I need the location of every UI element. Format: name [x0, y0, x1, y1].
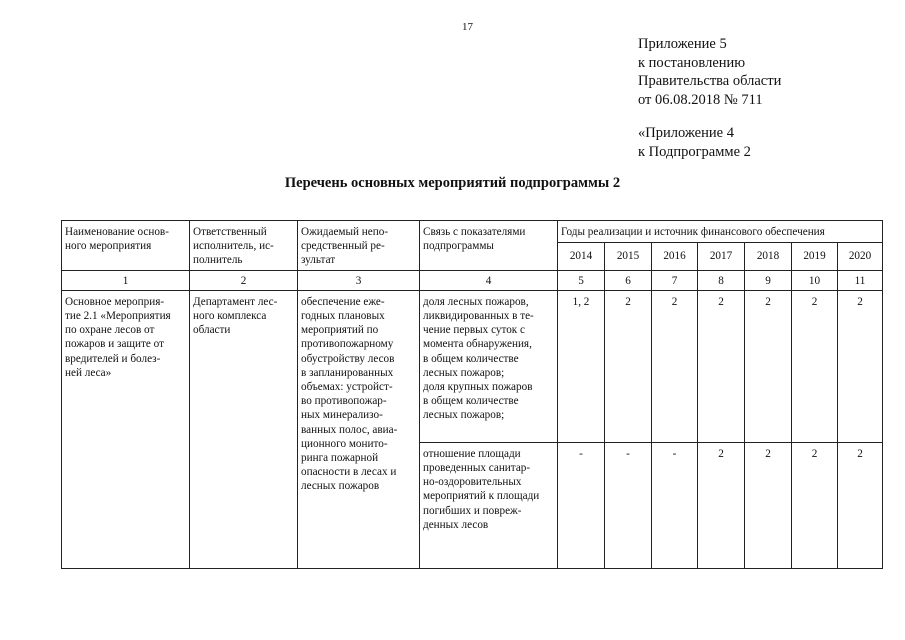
value-cell: 2 — [792, 290, 838, 442]
column-number: 4 — [420, 270, 558, 290]
header-text: исполнитель, ис- — [193, 240, 274, 253]
value-cell: 2 — [745, 442, 792, 568]
header-year: 2014 — [558, 242, 605, 270]
cell-text: вредителей и болез- — [65, 352, 161, 365]
cell-text: ликвидированных в те- — [423, 310, 534, 323]
cell-text: ней леса» — [65, 366, 112, 379]
cell-text: опасности в лесах и — [301, 466, 397, 479]
column-number: 9 — [745, 270, 792, 290]
table-row — [62, 290, 883, 442]
cell-text: тие 2.1 «Мероприятия — [65, 310, 171, 323]
header-year: 2016 — [652, 242, 698, 270]
column-number: 5 — [558, 270, 605, 290]
value-cell: 2 — [605, 290, 652, 442]
header-year: 2018 — [745, 242, 792, 270]
cell-text: но-оздоровительных — [423, 476, 522, 489]
appendix-line: Правительства области — [638, 73, 782, 89]
cell-text: Департамент лес- — [193, 295, 278, 308]
indicator-cell — [420, 290, 558, 442]
appendix-block — [638, 35, 781, 109]
value-cell: 2 — [792, 442, 838, 568]
cell-text: в запланированных — [301, 366, 394, 379]
indicator-cell — [420, 442, 558, 568]
cell-text: обеспечение еже- — [301, 295, 385, 308]
header-text: ного мероприятия — [65, 240, 152, 253]
measures-table — [61, 220, 883, 569]
cell-text: во противопожар- — [301, 395, 387, 408]
header-year: 2017 — [698, 242, 745, 270]
cell-text: лесных пожаров; — [423, 409, 505, 422]
header-text: Связь с показателями — [423, 226, 526, 238]
value-cell: - — [605, 442, 652, 568]
value-cell: - — [558, 442, 605, 568]
executor-cell — [190, 290, 298, 568]
cell-text: годных плановых — [301, 310, 385, 323]
column-number: 3 — [298, 270, 420, 290]
header-text: зультат — [301, 254, 336, 267]
cell-text: в общем количестве — [423, 352, 519, 365]
column-number: 7 — [652, 270, 698, 290]
cell-text: ных минерализо- — [301, 409, 383, 422]
value-cell: 2 — [838, 442, 883, 568]
header-text: Наименование основ- — [65, 226, 169, 238]
header-name — [62, 221, 190, 271]
cell-text: ционного монито- — [301, 437, 388, 450]
header-row — [62, 221, 883, 243]
cell-text: области — [193, 324, 231, 337]
cell-text: доля лесных пожаров, — [423, 295, 529, 308]
cell-text: Основное мероприя- — [65, 295, 165, 308]
column-number: 1 — [62, 270, 190, 290]
value-cell: 2 — [745, 290, 792, 442]
column-number: 11 — [838, 270, 883, 290]
cell-text: проведенных санитар- — [423, 462, 531, 475]
header-text: средственный ре- — [301, 240, 385, 253]
cell-text: мероприятий по — [301, 324, 379, 337]
cell-text: противопожарному — [301, 338, 394, 351]
cell-text: отношение площади — [423, 447, 521, 460]
column-number: 10 — [792, 270, 838, 290]
appendix-line: к постановлению — [638, 54, 746, 71]
column-number: 2 — [190, 270, 298, 290]
header-year: 2019 — [792, 242, 838, 270]
measure-name-cell — [62, 290, 190, 568]
cell-text: в общем количестве — [423, 395, 519, 408]
value-cell: - — [652, 442, 698, 568]
cell-text: лесных пожаров — [301, 480, 380, 493]
cell-text: пожаров и защите от — [65, 338, 165, 351]
header-executor — [190, 221, 298, 271]
header-text: Ответственный — [193, 226, 267, 238]
column-number: 8 — [698, 270, 745, 290]
cell-text: чение первых суток с — [423, 324, 526, 337]
cell-text: момента обнаружения, — [423, 338, 532, 351]
value-cell: 1, 2 — [558, 290, 605, 442]
cell-text: обустройству лесов — [301, 352, 395, 365]
appendix-ref-line: «Приложение 4 — [638, 125, 734, 141]
appendix-line: Приложение 5 — [638, 36, 727, 52]
appendix-ref-line: к Подпрограмме 2 — [638, 143, 751, 160]
value-cell: 2 — [698, 290, 745, 442]
cell-text: ного комплекса — [193, 310, 267, 323]
page-number: 17 — [462, 21, 473, 33]
document-title: Перечень основных мероприятий подпрограммы 2 — [284, 175, 621, 191]
column-number-row — [62, 270, 883, 290]
header-years-group: Годы реализации и источник финансового обеспечения — [558, 221, 883, 243]
cell-text: ванных полос, авиа- — [301, 423, 398, 436]
header-text: подпрограммы — [423, 240, 494, 253]
header-year: 2015 — [605, 242, 652, 270]
result-cell — [298, 290, 420, 568]
cell-text: денных лесов — [423, 518, 489, 531]
cell-text: ринга пожарной — [301, 452, 379, 465]
header-text: Ожидаемый непо- — [301, 226, 389, 238]
header-link — [420, 221, 558, 271]
cell-text: лесных пожаров; — [423, 366, 505, 379]
column-number: 6 — [605, 270, 652, 290]
cell-text: по охране лесов от — [65, 324, 155, 337]
appendix-line: от 06.08.2018 № 711 — [638, 91, 763, 108]
value-cell: 2 — [838, 290, 883, 442]
cell-text: доля крупных пожаров — [423, 381, 533, 394]
value-cell: 2 — [698, 442, 745, 568]
header-year: 2020 — [838, 242, 883, 270]
cell-text: объемах: устройст- — [301, 381, 393, 394]
appendix-ref-block — [638, 124, 751, 161]
cell-text: погибших и повреж- — [423, 504, 522, 517]
header-text: полнитель — [193, 254, 243, 267]
cell-text: мероприятий к площади — [423, 490, 540, 503]
header-result — [298, 221, 420, 271]
value-cell: 2 — [652, 290, 698, 442]
